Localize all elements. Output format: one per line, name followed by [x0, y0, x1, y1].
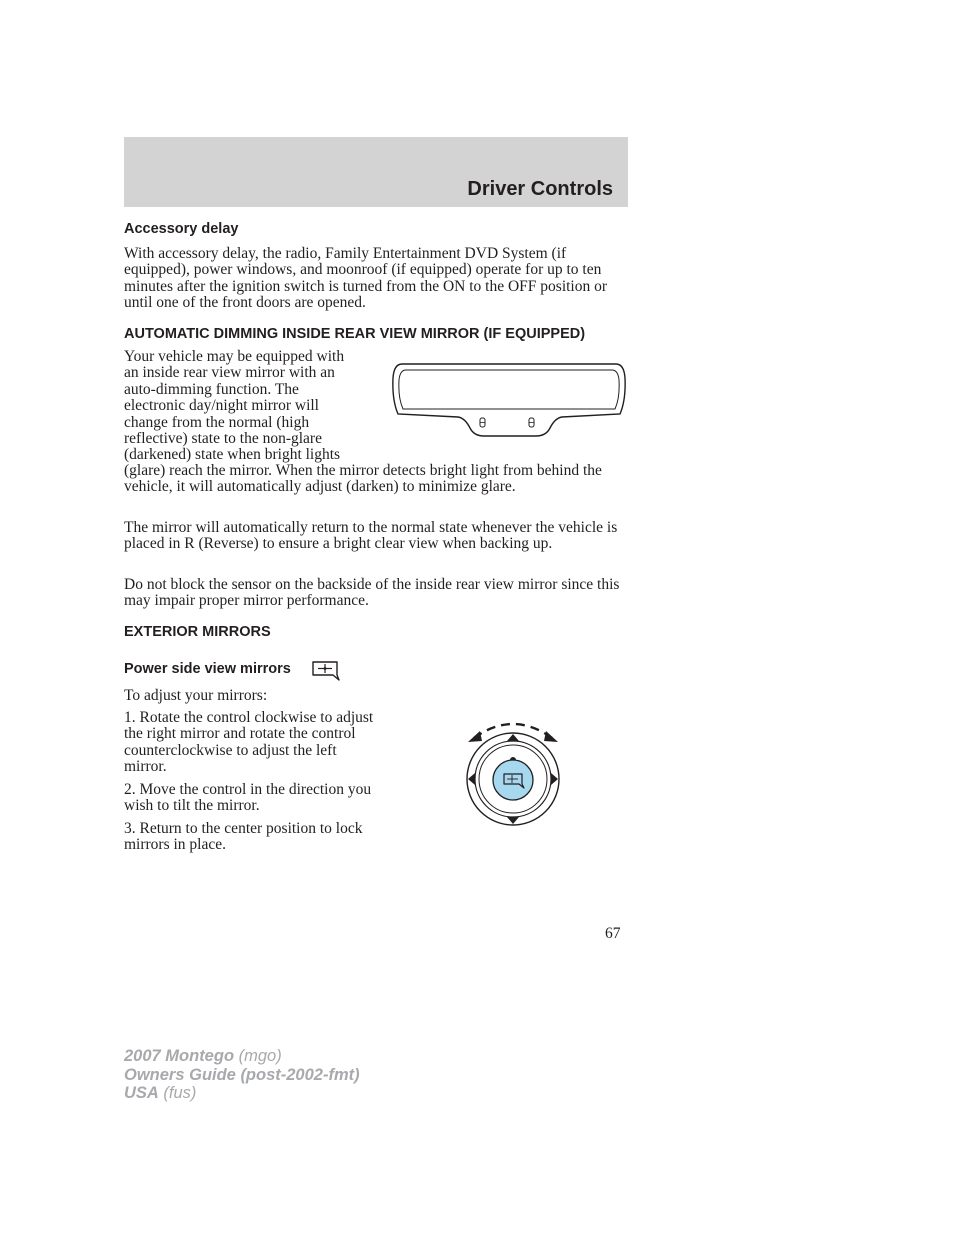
footer-market: USA: [124, 1084, 159, 1102]
rear-view-mirror-illustration: [390, 360, 628, 440]
page-number: 67: [605, 925, 621, 942]
heading-exterior-mirrors: EXTERIOR MIRRORS: [124, 624, 271, 640]
footer-guide: Owners Guide (post-2002-fmt): [124, 1065, 360, 1084]
text-line: auto-dimming function. The: [124, 380, 299, 398]
auto-dimming-reverse-text: The mirror will automatically return to the normal state whenever the vehicle is placed in R (Reverse) to ensure a bright clear view when backing up.: [124, 519, 618, 553]
heading-power-side-mirrors: Power side view mirrors: [124, 661, 291, 677]
footer-doc-id: [124, 1047, 360, 1103]
auto-dimming-text-continued: (glare) reach the mirror. When the mirror detects bright light from behind the vehicle, it will automatically adjust (darken) to minimize glare.: [124, 462, 602, 496]
footer-market-code: (fus): [158, 1084, 197, 1102]
section-title: Driver Controls: [467, 178, 613, 200]
heading-accessory-delay: Accessory delay: [124, 221, 239, 237]
adjust-step-1: 1. Rotate the control clockwise to adjust the right mirror and rotate the control counterclockwise to adjust the left mirror.: [124, 709, 374, 776]
text-line: (darkened) state when bright lights: [124, 446, 341, 464]
auto-dimming-text-wrapped: [124, 349, 344, 464]
accessory-delay-text: With accessory delay, the radio, Family Entertainment DVD System (if equipped), power windows, and moonroof (if equipped) operate for up to ten minutes after the ignition switch is turned from the ON to the OFF position or until one of the front doors are opened.: [124, 245, 608, 312]
section-header-band: [124, 137, 628, 207]
mirror-control-icon: [311, 660, 341, 682]
text-line: Your vehicle may be equipped with: [124, 348, 345, 365]
text-line: reflective) state to the non-glare: [124, 430, 322, 448]
footer-model: 2007 Montego: [124, 1047, 235, 1065]
auto-dimming-sensor-text: Do not block the sensor on the backside of the inside rear view mirror since this may impair proper mirror performance.: [124, 576, 620, 610]
adjust-step-3: 3. Return to the center position to lock mirrors in place.: [124, 820, 363, 854]
adjust-intro-text: To adjust your mirrors:: [124, 687, 268, 704]
text-line: change from the normal (high: [124, 413, 310, 431]
text-line: an inside rear view mirror with an: [124, 364, 335, 382]
mirror-control-knob-illustration: [460, 712, 570, 828]
text-line: electronic day/night mirror will: [124, 397, 319, 415]
footer-model-code: (mgo): [234, 1047, 282, 1065]
adjust-step-2: 2. Move the control in the direction you wish to tilt the mirror.: [124, 781, 372, 815]
heading-auto-dimming-mirror: AUTOMATIC DIMMING INSIDE REAR VIEW MIRROR (IF EQUIPPED): [124, 326, 586, 342]
